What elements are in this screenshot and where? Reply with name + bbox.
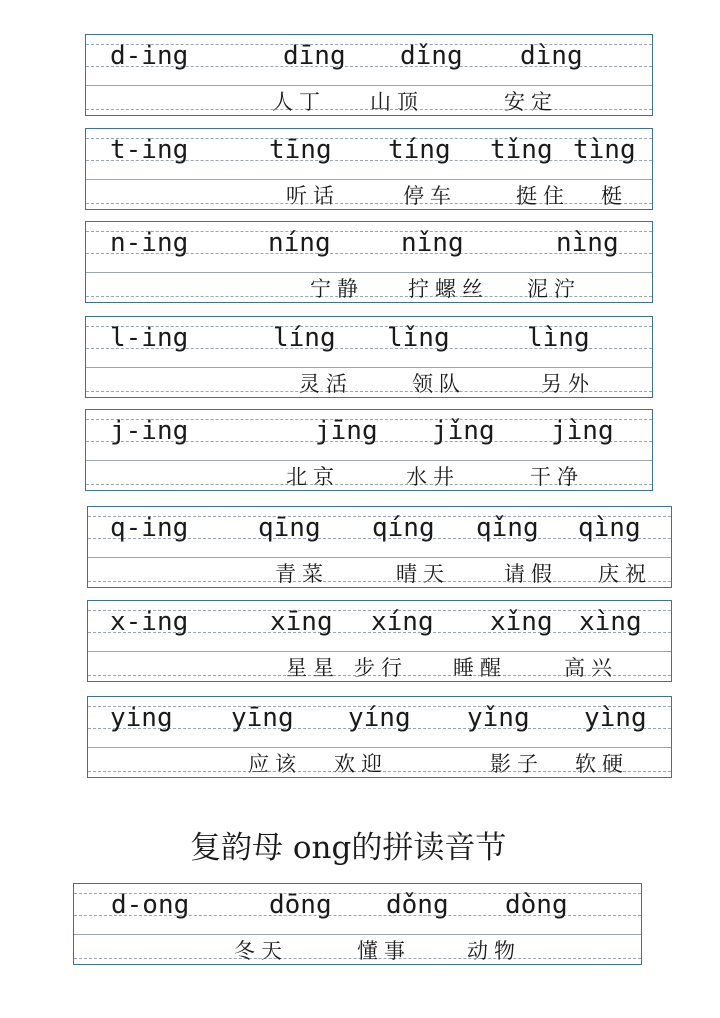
tone-2: níng (268, 228, 331, 258)
tone-4: yìng (584, 703, 647, 733)
pinyin-card-l-ing (85, 316, 653, 398)
tone-3: dǐng (400, 41, 463, 71)
syllable-label: j-ing (110, 416, 189, 446)
word: 晴天 (396, 562, 450, 586)
tone-3: yǐng (467, 703, 530, 733)
tone-4: dòng (505, 890, 568, 920)
word: 泥泞 (527, 277, 581, 301)
guide-line (88, 581, 671, 582)
tone-3: jǐng (432, 416, 495, 446)
word: 请假 (504, 562, 558, 586)
tone-1: yīng (231, 703, 294, 733)
syllable-label: n-ing (110, 228, 189, 258)
tone-1: xīng (270, 607, 333, 637)
syllable-label: ying (110, 703, 173, 733)
word: 欢迎 (334, 752, 388, 776)
tone-3: dǒng (386, 890, 449, 920)
tone-2: qíng (372, 513, 435, 543)
guide-line (86, 109, 652, 110)
divider-line (74, 934, 641, 935)
divider-line (88, 651, 671, 652)
divider-line (86, 272, 652, 273)
tone-1: tīng (269, 135, 332, 165)
tone-3: xǐng (490, 607, 553, 637)
word: 梃 (601, 184, 628, 208)
word: 软硬 (575, 752, 629, 776)
divider-line (88, 747, 671, 748)
syllable-label: q-ing (110, 513, 189, 543)
tone-2: tíng (388, 135, 451, 165)
divider-line (88, 557, 671, 558)
word: 听话 (286, 184, 340, 208)
tone-2: xíng (371, 607, 434, 637)
word: 停车 (403, 184, 457, 208)
word: 步行 (354, 656, 408, 680)
tone-1: dīng (283, 41, 346, 71)
pinyin-card-n-ing (85, 221, 653, 303)
word: 懂事 (357, 939, 411, 963)
tone-4: tìng (573, 135, 636, 165)
word: 山顶 (370, 90, 424, 114)
divider-line (86, 85, 652, 86)
word: 领队 (412, 372, 466, 396)
word: 灵活 (299, 372, 353, 396)
word: 干净 (530, 465, 584, 489)
word: 挺住 (516, 184, 570, 208)
divider-line (86, 460, 652, 461)
tone-1: jīng (315, 416, 378, 446)
pinyin-card-ying (87, 696, 672, 778)
word: 北京 (286, 465, 340, 489)
tone-2: yíng (348, 703, 411, 733)
tone-4: jìng (551, 416, 614, 446)
tone-2: líng (273, 323, 336, 353)
word: 影子 (490, 752, 544, 776)
tone-3: qǐng (476, 513, 539, 543)
word: 水井 (406, 465, 460, 489)
divider-line (86, 179, 652, 180)
divider-line (86, 367, 652, 368)
word: 庆祝 (598, 562, 652, 586)
tone-4: lìng (527, 323, 590, 353)
tone-4: nìng (556, 228, 619, 258)
tone-3: tǐng (490, 135, 553, 165)
syllable-label: d-ing (110, 41, 189, 71)
syllable-label: l-ing (110, 323, 189, 353)
syllable-label: t-ing (110, 135, 189, 165)
word: 睡醒 (453, 656, 507, 680)
word: 星星 (286, 656, 340, 680)
word: 应该 (248, 752, 302, 776)
tone-4: qìng (578, 513, 641, 543)
pinyin-card-t-ing (85, 128, 653, 210)
word: 人丁 (272, 90, 326, 114)
tone-1: dōng (269, 890, 332, 920)
word: 拧螺丝 (408, 277, 489, 301)
word: 宁静 (310, 277, 364, 301)
word: 青菜 (275, 562, 329, 586)
word: 冬天 (234, 939, 288, 963)
tone-3: lǐng (387, 323, 450, 353)
pinyin-card-x-ing (87, 600, 672, 682)
tone-4: xìng (579, 607, 642, 637)
pinyin-card-j-ing (85, 409, 653, 491)
tone-3: nǐng (401, 228, 464, 258)
tone-4: dìng (520, 41, 583, 71)
pinyin-card-d-ong (73, 883, 642, 965)
syllable-label: d-ong (111, 890, 190, 920)
word: 动物 (467, 939, 521, 963)
word: 另外 (541, 372, 595, 396)
pinyin-card-q-ing (87, 506, 672, 588)
syllable-label: x-ing (110, 607, 189, 637)
word: 安定 (504, 90, 558, 114)
tone-1: qīng (258, 513, 321, 543)
word: 高兴 (564, 656, 618, 680)
pinyin-card-d-ing (85, 34, 653, 116)
section-heading-ong: 复韵母 ong的拼读音节 (190, 830, 507, 866)
